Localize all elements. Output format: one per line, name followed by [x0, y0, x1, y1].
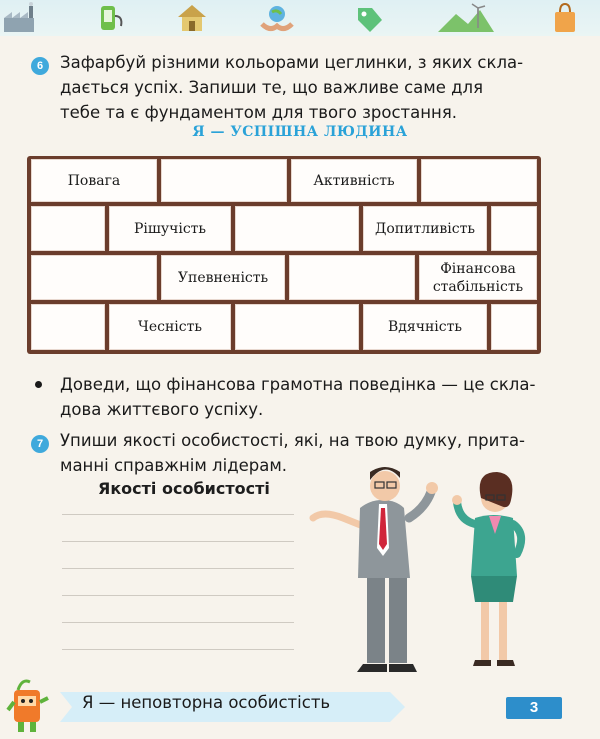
- mascot-icon: [4, 672, 52, 734]
- brick[interactable]: Вдячність: [363, 304, 487, 350]
- footer-title: Я — неповторна особистість: [82, 693, 331, 712]
- brick[interactable]: Фінансова стабільність: [419, 255, 537, 300]
- brick[interactable]: [161, 159, 287, 202]
- brick-wall: [27, 156, 541, 354]
- wind-turbine-icon: [438, 2, 494, 34]
- bullet-line: Доведи, що фінансова грамотна поведінка — це скла-: [60, 375, 536, 394]
- brick[interactable]: [289, 255, 415, 300]
- brick[interactable]: Рішучість: [109, 206, 231, 251]
- brick[interactable]: Повага: [31, 159, 157, 202]
- task7-line: манні справжнім лідерам.: [60, 456, 288, 475]
- answer-line[interactable]: [62, 514, 294, 515]
- brick[interactable]: Допитливість: [363, 206, 487, 251]
- brick[interactable]: [31, 255, 157, 300]
- task-number-6: 6: [31, 57, 49, 75]
- brick[interactable]: [31, 206, 105, 251]
- wall-title: Я — УСПІШНА ЛЮДИНА: [192, 124, 408, 140]
- bullet-line: дова життєвого успіху.: [60, 400, 264, 419]
- brick[interactable]: Активність: [291, 159, 417, 202]
- businessman-figure: [313, 467, 438, 672]
- bullet-dot: [35, 381, 42, 388]
- task6-line: дається успіх. Запиши те, що важливе саме для: [60, 78, 484, 97]
- brick[interactable]: [491, 206, 537, 251]
- brick[interactable]: [235, 206, 359, 251]
- brick[interactable]: [235, 304, 359, 350]
- shopping-bag-icon: [548, 2, 582, 34]
- answer-line[interactable]: [62, 649, 294, 650]
- top-icon-strip: [0, 0, 600, 36]
- answer-line[interactable]: [62, 622, 294, 623]
- hands-globe-icon: [260, 2, 294, 34]
- brick[interactable]: Упевненість: [161, 255, 285, 300]
- price-tag-icon: [352, 2, 386, 34]
- page-number: 3: [506, 697, 562, 719]
- qualities-heading: Якості особистості: [98, 479, 270, 498]
- factory-icon: [2, 2, 36, 34]
- answer-line[interactable]: [62, 541, 294, 542]
- task-number-7: 7: [31, 435, 49, 453]
- brick[interactable]: Чесність: [109, 304, 231, 350]
- bullet-text: [60, 372, 535, 422]
- leaders-illustration: [305, 458, 550, 680]
- task7-line: Упиши якості особистості, які, на твою думку, прита-: [60, 431, 526, 450]
- brick[interactable]: [31, 304, 105, 350]
- phone-charger-icon: [92, 2, 126, 34]
- task6-line: тебе та є фундаментом для твого зростання.: [60, 103, 458, 122]
- answer-line[interactable]: [62, 595, 294, 596]
- answer-line[interactable]: [62, 568, 294, 569]
- brick[interactable]: [421, 159, 537, 202]
- task6-instruction: [60, 50, 523, 125]
- task6-line: Зафарбуй різними кольорами цеглинки, з яких скла-: [60, 53, 524, 72]
- businesswoman-figure: [452, 472, 521, 666]
- brick[interactable]: [491, 304, 537, 350]
- house-icon: [175, 2, 209, 34]
